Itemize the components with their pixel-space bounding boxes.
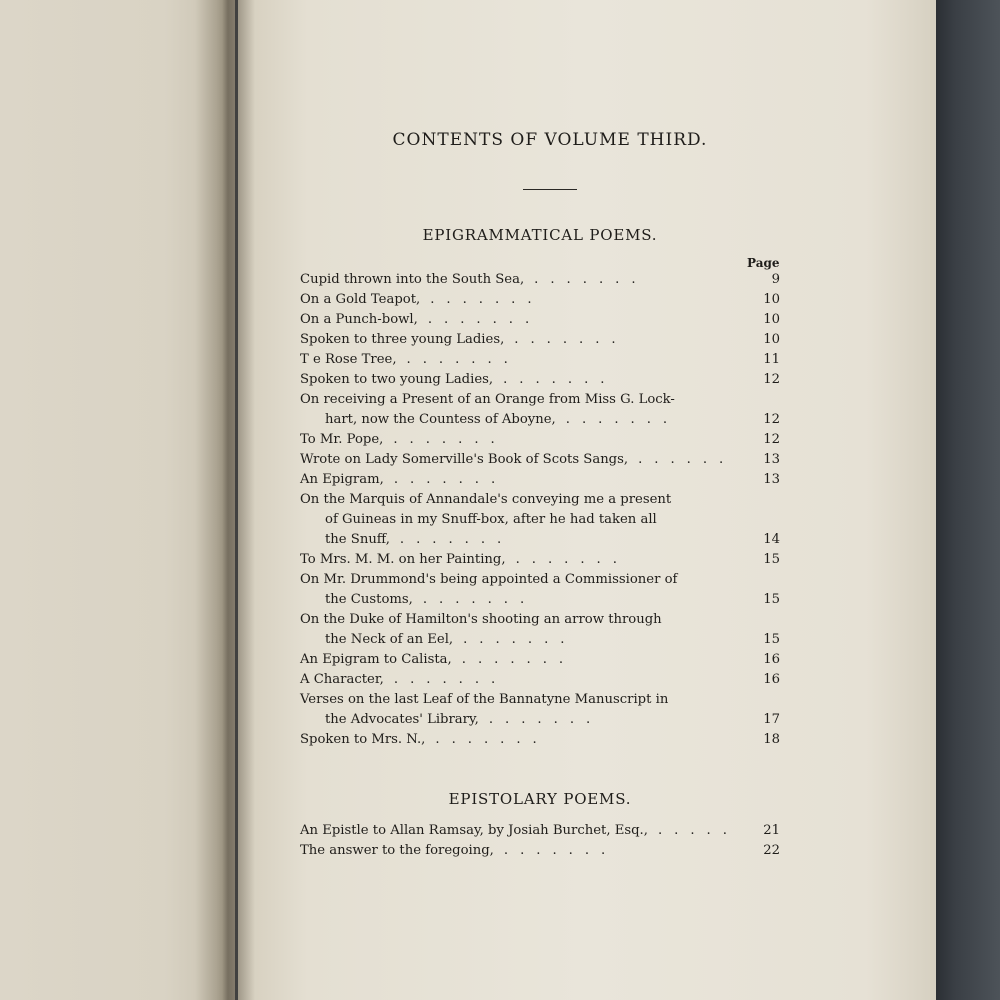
- toc-entry-title: [300, 290, 740, 310]
- epistolary-entries: [300, 821, 780, 861]
- toc-entry: [300, 270, 780, 290]
- toc-entry-line: [300, 470, 740, 490]
- toc-entry-title: [300, 550, 740, 570]
- toc-entry: [300, 430, 780, 450]
- toc-entry-text: Cupid thrown into the South Sea,: [300, 272, 525, 287]
- toc-entry-line: [300, 450, 740, 470]
- toc-entry-text: A Character,: [300, 672, 384, 687]
- dot-leader: ......: [638, 452, 736, 467]
- dot-leader: .......: [488, 712, 603, 727]
- toc-entry-page-number: 16: [763, 672, 780, 687]
- toc-entry-page-number: 14: [763, 532, 780, 547]
- toc-entry: [300, 610, 780, 650]
- toc-entry: [300, 310, 780, 330]
- toc-entry-line: Verses on the last Leaf of the Bannatyne Manuscript in: [300, 692, 669, 707]
- toc-entry-text: T e Rose Tree,: [300, 352, 397, 367]
- section-heading-epigrammatical: EPIGRAMMATICAL POEMS.: [422, 226, 658, 244]
- dot-leader: .......: [393, 472, 508, 487]
- page-column-label: Page: [747, 256, 780, 270]
- dot-leader: .......: [393, 432, 507, 447]
- toc-entry-text: The answer to the foregoing,: [300, 843, 494, 858]
- toc-entry-line: [300, 710, 740, 730]
- toc-entry-title: [300, 730, 740, 750]
- toc-entry-title: [300, 310, 740, 330]
- toc-entry-text: Wrote on Lady Somerville's Book of Scots Sangs,: [300, 452, 629, 467]
- toc-entry-title: [300, 390, 740, 430]
- toc-entry-line: On Mr. Drummond's being appointed a Commissioner of: [300, 572, 678, 587]
- toc-entry-line: [300, 550, 740, 570]
- toc-entry-title: [300, 370, 740, 390]
- toc-entry: [300, 570, 780, 610]
- section-heading-epistolary: EPISTOLARY POEMS.: [448, 790, 632, 808]
- toc-entry: [300, 550, 780, 570]
- toc-entry-page-number: 13: [763, 452, 780, 467]
- toc-entry-page-number: 15: [763, 592, 780, 607]
- toc-entry-text: the Neck of an Eel,: [325, 632, 454, 647]
- toc-entry-line: [300, 350, 740, 370]
- toc-entry-page-number: 16: [763, 652, 780, 667]
- toc-entry: [300, 390, 780, 430]
- toc-entry-text: To Mr. Pope,: [300, 432, 384, 447]
- toc-entry-title: [300, 690, 740, 730]
- epigrammatical-entries: [300, 270, 780, 750]
- toc-entry-text: An Epistle to Allan Ramsay, by Josiah Burchet, Esq.,: [300, 823, 648, 838]
- toc-entry-title: [300, 430, 740, 450]
- toc-entry: [300, 490, 780, 550]
- dot-leader: .......: [399, 532, 514, 547]
- toc-entry: [300, 690, 780, 730]
- dot-leader: .......: [461, 652, 576, 667]
- dot-leader: .......: [435, 732, 549, 747]
- dot-leader: .......: [515, 552, 629, 567]
- toc-entry-line: On the Marquis of Annandale's conveying me a present: [300, 492, 672, 507]
- toc-entry-title: [300, 490, 740, 550]
- toc-entry-text: Spoken to two young Ladies,: [300, 372, 494, 387]
- toc-entry-text: An Epigram,: [300, 472, 384, 487]
- toc-entry-line: [300, 430, 740, 450]
- toc-entry-line: [300, 330, 740, 350]
- toc-entry-line: [300, 821, 740, 841]
- toc-entry: [300, 670, 780, 690]
- toc-entry-line: [300, 841, 740, 861]
- toc-entry-text: On a Gold Teapot,: [300, 292, 421, 307]
- toc-entry: [300, 290, 780, 310]
- contents-title: CONTENTS OF VOLUME THIRD.: [392, 130, 708, 150]
- dot-leader: .......: [406, 352, 520, 367]
- toc-entry-line: On receiving a Present of an Orange from Miss G. Lock-: [300, 392, 675, 407]
- toc-entry-line: [300, 590, 740, 610]
- dot-leader: .....: [657, 823, 739, 838]
- toc-entry-page-number: 18: [763, 732, 780, 747]
- contents-page: [290, 0, 790, 1000]
- toc-entry-page-number: 15: [763, 552, 780, 567]
- page-edge-shadow: [936, 0, 1000, 1000]
- dot-leader: .......: [463, 632, 577, 647]
- toc-entry-page-number: 17: [763, 712, 780, 727]
- toc-entry-text: On a Punch-bowl,: [300, 312, 418, 327]
- toc-entry-title: [300, 470, 740, 490]
- toc-entry-page-number: 12: [763, 372, 780, 387]
- toc-entry-line: [300, 270, 740, 290]
- dot-leader: .......: [534, 272, 648, 287]
- toc-entry: [300, 821, 780, 841]
- toc-entry-line: [300, 410, 740, 430]
- toc-entry-text: An Epigram to Calista,: [300, 652, 452, 667]
- toc-entry-line: [300, 530, 740, 550]
- toc-entry-page-number: 9: [771, 272, 780, 287]
- toc-entry-title: [300, 610, 740, 650]
- toc-entry-text: the Snuff,: [325, 532, 390, 547]
- toc-entry-title: [300, 670, 740, 690]
- toc-entry-title: [300, 450, 740, 470]
- toc-entry-page-number: 12: [763, 412, 780, 427]
- toc-entry-page-number: 13: [763, 472, 780, 487]
- toc-entry-page-number: 15: [763, 632, 780, 647]
- toc-entry-text: the Customs,: [325, 592, 413, 607]
- toc-entry-page-number: 21: [763, 823, 780, 838]
- book-gutter: [195, 0, 255, 1000]
- toc-entry-text: Spoken to three young Ladies,: [300, 332, 505, 347]
- dot-leader: .......: [503, 843, 618, 858]
- toc-entry-title: [300, 841, 740, 861]
- toc-entry: [300, 841, 780, 861]
- toc-entry-text: Spoken to Mrs. N.,: [300, 732, 426, 747]
- title-rule: [523, 189, 577, 190]
- dot-leader: .......: [430, 292, 544, 307]
- dot-leader: .......: [514, 332, 628, 347]
- toc-entry-page-number: 12: [763, 432, 780, 447]
- toc-entry: [300, 330, 780, 350]
- toc-entry-line: [300, 730, 740, 750]
- toc-entry-line: [300, 630, 740, 650]
- toc-entry: [300, 350, 780, 370]
- toc-entry-title: [300, 650, 740, 670]
- toc-entry: [300, 730, 780, 750]
- toc-entry-page-number: 10: [763, 292, 780, 307]
- toc-entry: [300, 370, 780, 390]
- toc-entry-title: [300, 570, 740, 610]
- dot-leader: .......: [427, 312, 542, 327]
- toc-entry: [300, 470, 780, 490]
- toc-entry-title: [300, 330, 740, 350]
- toc-entry-page-number: 10: [763, 332, 780, 347]
- toc-entry-line: [300, 290, 740, 310]
- toc-entry-title: [300, 821, 740, 841]
- toc-entry-line: of Guineas in my Snuff-box, after he had taken all: [325, 512, 657, 527]
- toc-entry: [300, 650, 780, 670]
- toc-entry-title: [300, 350, 740, 370]
- toc-entry-line: [300, 370, 740, 390]
- dot-leader: .......: [503, 372, 617, 387]
- toc-entry-text: the Advocates' Library,: [325, 712, 479, 727]
- toc-entry-text: To Mrs. M. M. on her Painting,: [300, 552, 506, 567]
- toc-entry-line: [300, 310, 740, 330]
- toc-entry-page-number: 22: [763, 843, 780, 858]
- toc-entry-line: [300, 650, 740, 670]
- toc-entry-page-number: 10: [763, 312, 780, 327]
- toc-entry-text: hart, now the Countess of Aboyne,: [325, 412, 556, 427]
- dot-leader: .......: [565, 412, 680, 427]
- dot-leader: .......: [393, 672, 508, 687]
- toc-entry-page-number: 11: [763, 352, 780, 367]
- toc-entry-line: [300, 670, 740, 690]
- dot-leader: .......: [422, 592, 537, 607]
- toc-entry-title: [300, 270, 740, 290]
- toc-entry-line: On the Duke of Hamilton's shooting an arrow through: [300, 612, 662, 627]
- toc-entry: [300, 450, 780, 470]
